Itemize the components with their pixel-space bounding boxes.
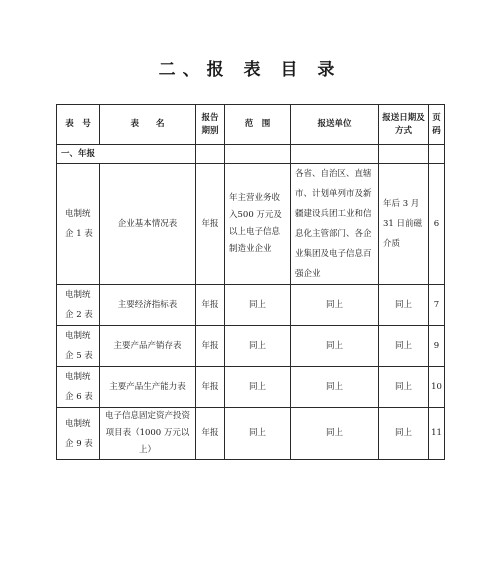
row-page: 9 [429, 326, 445, 367]
row-period: 年报 [196, 285, 225, 326]
header-name: 表 名 [100, 105, 196, 145]
report-catalog-table [56, 104, 445, 460]
section-label: 一、年报 [57, 145, 196, 164]
table-row [57, 285, 445, 326]
row-scope: 年主营业务收入500 万元及以上电子信息制造业企业 [225, 164, 291, 285]
page-title: 二、报 表 目 录 [158, 60, 342, 80]
row-code: 电制统企 1 表 [57, 164, 100, 285]
row-name: 企业基本情况表 [100, 164, 196, 285]
row-code: 电制统企 2 表 [57, 285, 100, 326]
row-deadline: 同上 [379, 285, 429, 326]
row-page: 6 [429, 164, 445, 285]
section-row [57, 145, 445, 164]
row-name: 主要经济指标表 [100, 285, 196, 326]
row-page: 7 [429, 285, 445, 326]
row-code: 电制统企 9 表 [57, 408, 100, 460]
table-row [57, 367, 445, 408]
row-deadline: 同上 [379, 367, 429, 408]
row-page: 10 [429, 367, 445, 408]
row-period: 年报 [196, 408, 225, 460]
row-name: 主要产品产销存表 [100, 326, 196, 367]
header-unit: 报送单位 [291, 105, 379, 145]
row-scope: 同上 [225, 285, 291, 326]
table-header-row [57, 105, 445, 145]
header-code: 表 号 [57, 105, 100, 145]
row-unit: 同上 [291, 326, 379, 367]
row-name: 主要产品生产能力表 [100, 367, 196, 408]
row-period: 年报 [196, 326, 225, 367]
row-period: 年报 [196, 164, 225, 285]
row-unit: 同上 [291, 367, 379, 408]
row-deadline: 同上 [379, 326, 429, 367]
row-code: 电制统企 6 表 [57, 367, 100, 408]
row-scope: 同上 [225, 326, 291, 367]
table-row [57, 408, 445, 460]
row-unit: 同上 [291, 408, 379, 460]
header-deadline: 报送日期及方式 [379, 105, 429, 145]
row-unit: 同上 [291, 285, 379, 326]
row-page: 11 [429, 408, 445, 460]
row-unit: 各省、自治区、直辖市、计划单列市及新疆建设兵团工业和信息化主管部门、各企业集团及电子信息百强企业 [291, 164, 379, 285]
row-deadline: 同上 [379, 408, 429, 460]
row-scope: 同上 [225, 408, 291, 460]
header-page: 页码 [429, 105, 445, 145]
row-name: 电子信息固定资产投资项目表（1000 万元以上） [100, 408, 196, 460]
row-code: 电制统企 5 表 [57, 326, 100, 367]
header-period: 报告期别 [196, 105, 225, 145]
row-period: 年报 [196, 367, 225, 408]
table-row [57, 326, 445, 367]
row-scope: 同上 [225, 367, 291, 408]
row-deadline: 年后 3 月 31 日前磁介质 [379, 164, 429, 285]
header-scope: 范 围 [225, 105, 291, 145]
table-row [57, 164, 445, 285]
